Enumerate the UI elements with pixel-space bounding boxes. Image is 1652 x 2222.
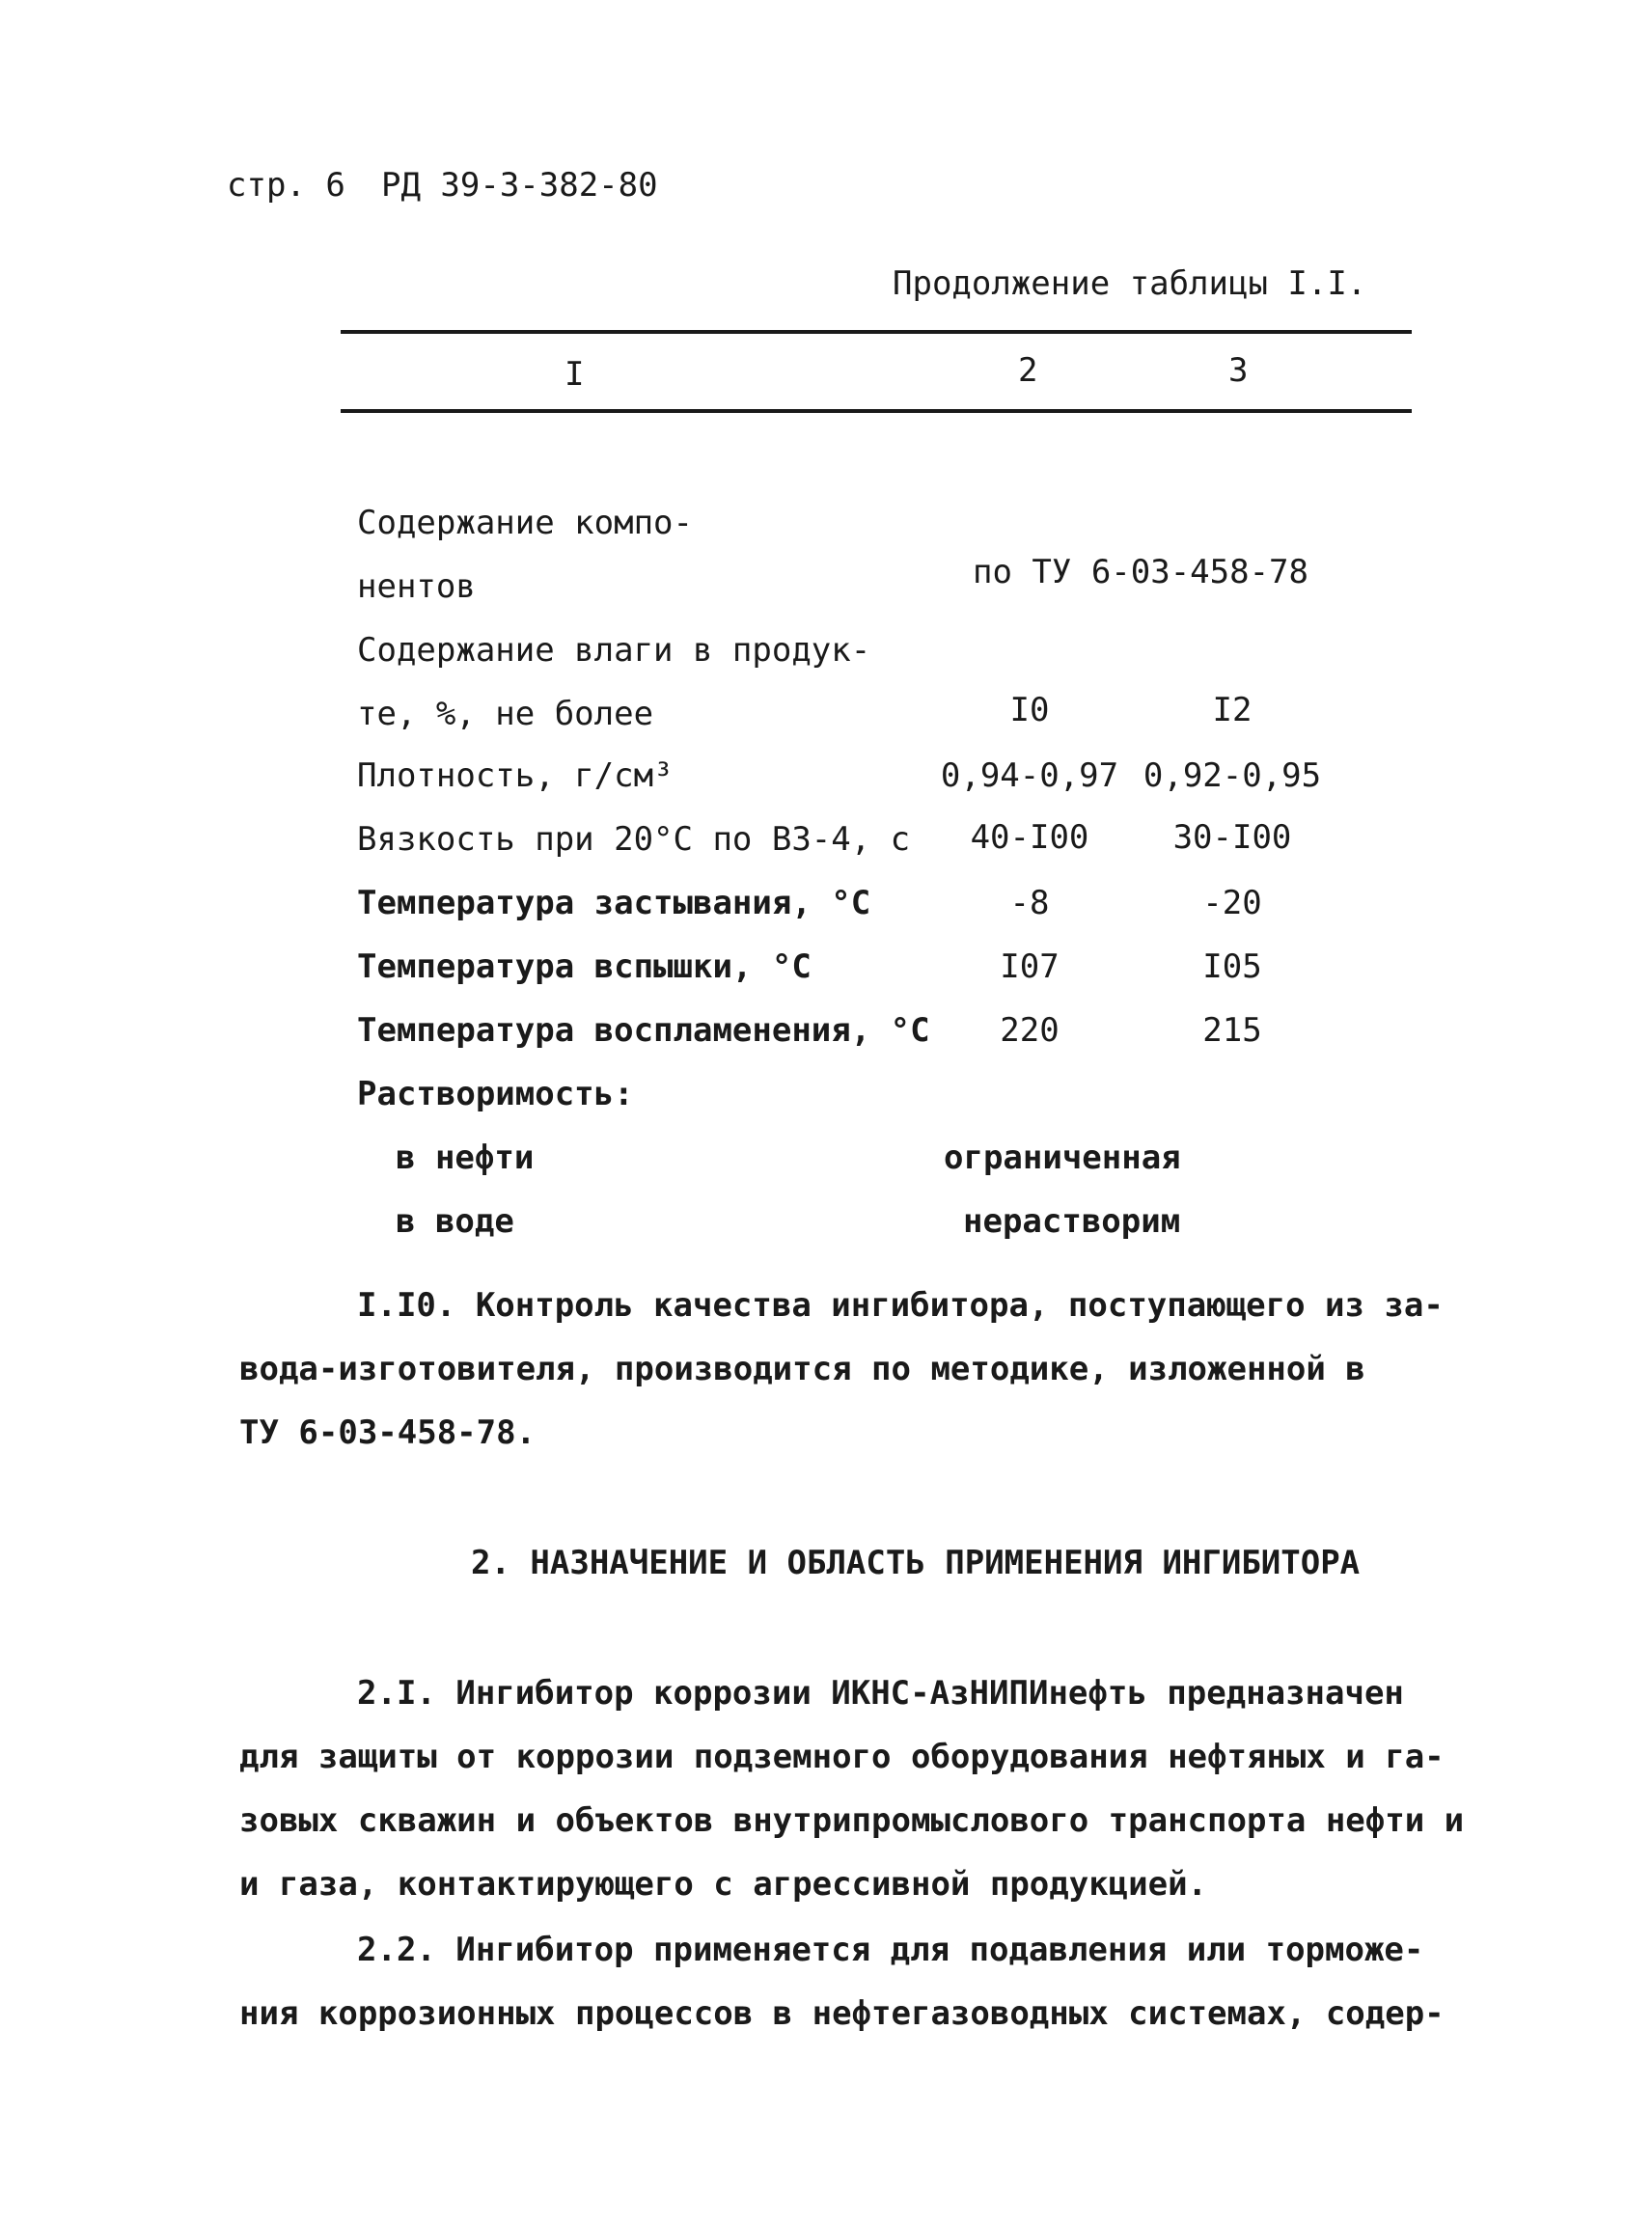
table-row-label: Растворимость: xyxy=(357,1075,634,1113)
column-header-2: 2 xyxy=(1018,351,1038,390)
table-cell-col3: I05 xyxy=(1202,947,1262,986)
table-cell-col2: I0 xyxy=(1009,691,1050,729)
paragraph-line: 2.I. Ингибитор коррозии ИКНС-АзНИПИнефть предназначен xyxy=(357,1674,1404,1713)
table-row-label: Содержание влаги в продук- xyxy=(357,631,871,670)
table-cell-col2: I07 xyxy=(1000,947,1060,986)
section-heading: 2. НАЗНАЧЕНИЕ И ОБЛАСТЬ ПРИМЕНЕНИЯ ИНГИБИТОРА xyxy=(471,1544,1361,1582)
paragraph-line: зовых скважин и объектов внутрипромыслового транспорта нефти и xyxy=(239,1801,1465,1840)
table-row-label: Температура вспышки, °С xyxy=(357,947,812,986)
table-cell-col3: 30-I00 xyxy=(1172,818,1292,857)
page-number: стр. 6 xyxy=(227,166,345,205)
table-row-label: нентов xyxy=(357,567,476,606)
table-header-rule xyxy=(341,409,1412,413)
table-row-label: Температура воспламенения, °С xyxy=(357,1011,930,1050)
paragraph-line: и газа, контактирующего с агрессивной продукцией. xyxy=(239,1865,1208,1904)
table-cell-col3: 0,92-0,95 xyxy=(1143,756,1322,795)
table-top-rule xyxy=(341,330,1412,334)
paragraph-line: ТУ 6-03-458-78. xyxy=(239,1413,537,1452)
table-cell-col3: I2 xyxy=(1212,691,1253,729)
table-cell-col2: 40-I00 xyxy=(970,818,1089,857)
table-row-span-value: ограниченная xyxy=(944,1138,1181,1177)
table-cell-col2: -8 xyxy=(1009,884,1050,922)
table-row-label: в нефти xyxy=(396,1138,535,1177)
table-row-label: Температура застывания, °С xyxy=(357,884,871,922)
column-header-1: I xyxy=(564,355,585,394)
paragraph-line: для защиты от коррозии подземного оборудования нефтяных и га- xyxy=(239,1738,1445,1776)
table-cell-col3: -20 xyxy=(1202,884,1262,922)
table-row-label: Вязкость при 20°С по ВЗ-4, с xyxy=(357,820,911,859)
table-cell-col2: 220 xyxy=(1000,1011,1060,1050)
paragraph-line: I.I0. Контроль качества ингибитора, поступающего из за- xyxy=(357,1286,1444,1325)
paragraph-line: ния коррозионных процессов в нефтегазоводных системах, содер- xyxy=(239,1994,1445,2033)
table-cell-col3: 215 xyxy=(1202,1011,1262,1050)
column-header-3: 3 xyxy=(1228,351,1249,390)
table-row-span-value: по ТУ 6-03-458-78 xyxy=(973,553,1308,591)
table-row-span-value: нерастворим xyxy=(963,1202,1181,1241)
table-caption: Продолжение таблицы I.I. xyxy=(893,264,1367,303)
document-code: РД 39-3-382-80 xyxy=(381,166,658,205)
table-row-label: в воде xyxy=(396,1202,514,1241)
table-cell-col2: 0,94-0,97 xyxy=(940,756,1119,795)
paragraph-line: вода-изготовителя, производится по методике, изложенной в xyxy=(239,1350,1365,1388)
table-row-label: те, %, не более xyxy=(357,695,654,733)
paragraph-line: 2.2. Ингибитор применяется для подавления или торможе- xyxy=(357,1931,1424,1969)
table-row-label: Плотность, г/см³ xyxy=(357,756,674,795)
table-row-label: Содержание компо- xyxy=(357,504,693,542)
